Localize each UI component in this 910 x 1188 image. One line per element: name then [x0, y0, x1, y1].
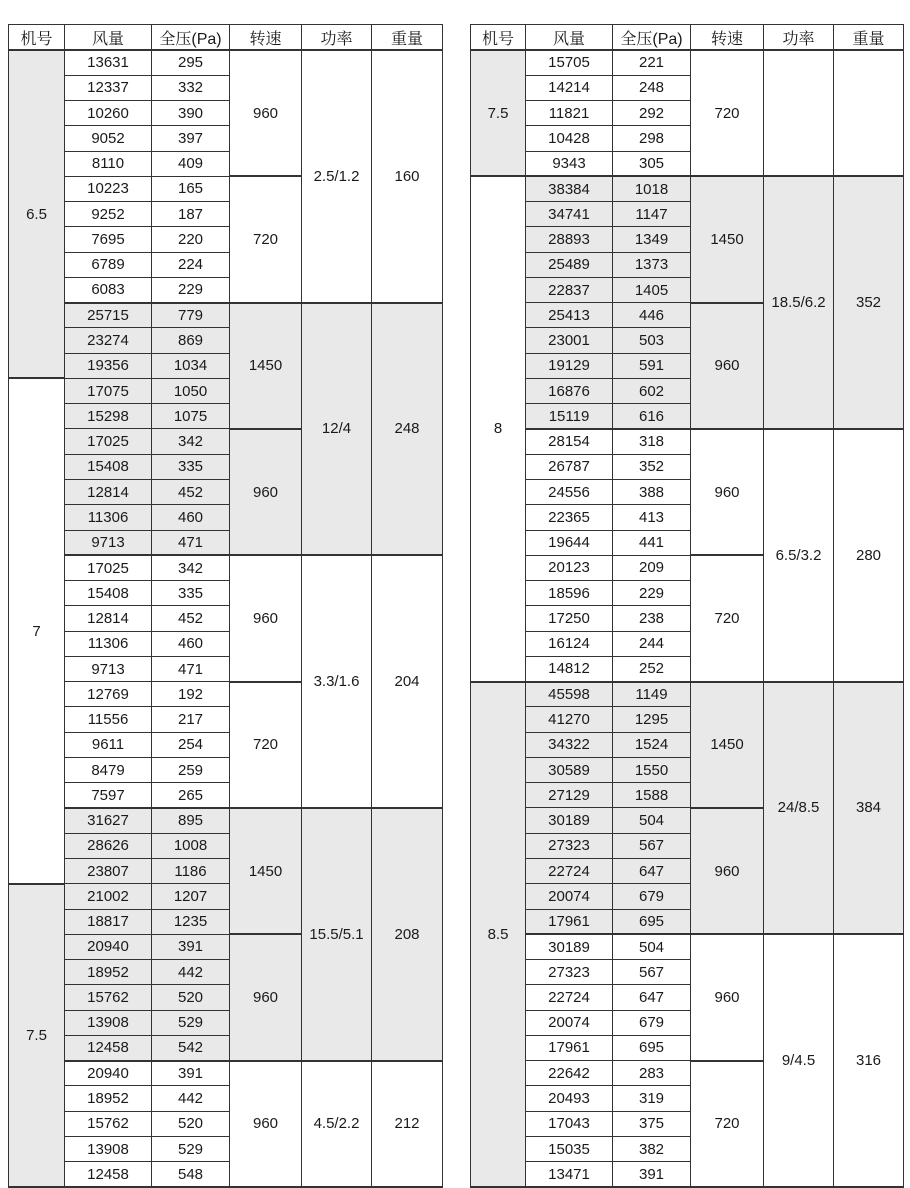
- header-cell: 全压(Pa): [613, 25, 691, 51]
- airflow-value: 15762: [65, 1111, 152, 1136]
- airflow-value: 17075: [65, 378, 152, 403]
- pressure-value: 342: [152, 555, 230, 580]
- airflow-value: 12458: [65, 1035, 152, 1060]
- speed-value: 960: [230, 50, 302, 176]
- table-row: [9, 303, 443, 328]
- machine-number: 6.5: [9, 50, 65, 378]
- pressure-value: 1149: [613, 682, 691, 707]
- pressure-value: 520: [152, 985, 230, 1010]
- airflow-value: 10428: [526, 126, 613, 151]
- pressure-value: 647: [613, 859, 691, 884]
- weight-value: 208: [372, 808, 443, 1061]
- airflow-value: 11821: [526, 101, 613, 126]
- airflow-value: 15035: [526, 1136, 613, 1161]
- speed-value: 1450: [691, 176, 764, 302]
- pressure-value: 1405: [613, 277, 691, 302]
- machine-number: 7.5: [471, 50, 526, 176]
- header-cell: 机号: [9, 25, 65, 51]
- pressure-value: 471: [152, 656, 230, 681]
- pressure-value: 319: [613, 1086, 691, 1111]
- pressure-value: 217: [152, 707, 230, 732]
- right-spec-table: [470, 24, 904, 1188]
- airflow-value: 7695: [65, 227, 152, 252]
- table-row: [471, 934, 904, 959]
- airflow-value: 24556: [526, 480, 613, 505]
- weight-value: 204: [372, 555, 443, 808]
- pressure-value: 591: [613, 353, 691, 378]
- pressure-value: 409: [152, 151, 230, 176]
- power-value: 6.5/3.2: [764, 429, 834, 682]
- speed-value: 960: [230, 555, 302, 681]
- airflow-value: 17961: [526, 909, 613, 934]
- airflow-value: 16876: [526, 378, 613, 403]
- airflow-value: 34741: [526, 202, 613, 227]
- power-value: 4.5/2.2: [302, 1061, 372, 1187]
- pressure-value: 1235: [152, 909, 230, 934]
- airflow-value: 28893: [526, 227, 613, 252]
- machine-number: 8: [471, 176, 526, 681]
- airflow-value: 12769: [65, 682, 152, 707]
- airflow-value: 25413: [526, 303, 613, 328]
- speed-value: 960: [691, 808, 764, 934]
- pressure-value: 442: [152, 1086, 230, 1111]
- speed-value: 960: [691, 934, 764, 1060]
- airflow-value: 21002: [65, 884, 152, 909]
- airflow-value: 15298: [65, 404, 152, 429]
- airflow-value: 17025: [65, 429, 152, 454]
- pressure-value: 695: [613, 909, 691, 934]
- pressure-value: 1075: [152, 404, 230, 429]
- header-cell: 功率: [302, 25, 372, 51]
- table-row: [471, 429, 904, 454]
- pressure-value: 391: [613, 1162, 691, 1187]
- speed-value: 960: [691, 429, 764, 555]
- speed-value: 720: [691, 1061, 764, 1187]
- airflow-value: 17250: [526, 606, 613, 631]
- pressure-value: 441: [613, 530, 691, 555]
- airflow-value: 9611: [65, 732, 152, 757]
- speed-value: 1450: [691, 682, 764, 808]
- airflow-value: 27323: [526, 833, 613, 858]
- airflow-value: 22642: [526, 1061, 613, 1086]
- header-row: [9, 25, 443, 51]
- airflow-value: 27323: [526, 960, 613, 985]
- pressure-value: 397: [152, 126, 230, 151]
- airflow-value: 15762: [65, 985, 152, 1010]
- pressure-value: 238: [613, 606, 691, 631]
- airflow-value: 30589: [526, 757, 613, 782]
- weight-value: 316: [834, 934, 904, 1187]
- pressure-value: 471: [152, 530, 230, 555]
- pressure-value: 352: [613, 454, 691, 479]
- airflow-value: 16124: [526, 631, 613, 656]
- weight-value: 384: [834, 682, 904, 935]
- airflow-value: 20074: [526, 1010, 613, 1035]
- table-row: [9, 1061, 443, 1086]
- pressure-value: 1349: [613, 227, 691, 252]
- pressure-value: 221: [613, 50, 691, 75]
- speed-value: 720: [230, 176, 302, 302]
- pressure-value: 1207: [152, 884, 230, 909]
- header-cell: 全压(Pa): [152, 25, 230, 51]
- airflow-value: 31627: [65, 808, 152, 833]
- left-spec-table: [8, 24, 443, 1188]
- pressure-value: 503: [613, 328, 691, 353]
- pressure-value: 252: [613, 656, 691, 681]
- airflow-value: 6789: [65, 252, 152, 277]
- pressure-value: 1147: [613, 202, 691, 227]
- pressure-value: 391: [152, 1061, 230, 1086]
- pressure-value: 248: [613, 75, 691, 100]
- header-cell: 重量: [372, 25, 443, 51]
- pressure-value: 254: [152, 732, 230, 757]
- airflow-value: 12814: [65, 606, 152, 631]
- pressure-value: 529: [152, 1010, 230, 1035]
- pressure-value: 265: [152, 783, 230, 808]
- pressure-value: 520: [152, 1111, 230, 1136]
- pressure-value: 452: [152, 606, 230, 631]
- airflow-value: 20074: [526, 884, 613, 909]
- pressure-value: 602: [613, 378, 691, 403]
- airflow-value: 18817: [65, 909, 152, 934]
- pressure-value: 695: [613, 1035, 691, 1060]
- speed-value: 960: [230, 429, 302, 555]
- header-cell: 功率: [764, 25, 834, 51]
- pressure-value: 1034: [152, 353, 230, 378]
- weight-value: 280: [834, 429, 904, 682]
- pressure-value: 529: [152, 1136, 230, 1161]
- pressure-value: 335: [152, 581, 230, 606]
- pressure-value: 192: [152, 682, 230, 707]
- pressure-value: 567: [613, 833, 691, 858]
- pressure-value: 1524: [613, 732, 691, 757]
- table-row: [471, 50, 904, 75]
- pressure-value: 452: [152, 480, 230, 505]
- airflow-value: 15408: [65, 454, 152, 479]
- pressure-value: 391: [152, 934, 230, 959]
- speed-value: 1450: [230, 808, 302, 934]
- airflow-value: 22365: [526, 505, 613, 530]
- pressure-value: 298: [613, 126, 691, 151]
- power-value: 12/4: [302, 303, 372, 556]
- airflow-value: 17025: [65, 555, 152, 580]
- pressure-value: 779: [152, 303, 230, 328]
- pressure-value: 229: [613, 581, 691, 606]
- header-row: [471, 25, 904, 51]
- pressure-value: 305: [613, 151, 691, 176]
- airflow-value: 25715: [65, 303, 152, 328]
- airflow-value: 13908: [65, 1010, 152, 1035]
- pressure-value: 1588: [613, 783, 691, 808]
- airflow-value: 12814: [65, 480, 152, 505]
- airflow-value: 14812: [526, 656, 613, 681]
- airflow-value: 9713: [65, 656, 152, 681]
- airflow-value: 8479: [65, 757, 152, 782]
- airflow-value: 15705: [526, 50, 613, 75]
- pressure-value: 209: [613, 555, 691, 580]
- pressure-value: 679: [613, 884, 691, 909]
- airflow-value: 45598: [526, 682, 613, 707]
- pressure-value: 460: [152, 631, 230, 656]
- pressure-value: 647: [613, 985, 691, 1010]
- airflow-value: 23001: [526, 328, 613, 353]
- pressure-value: 220: [152, 227, 230, 252]
- airflow-value: 20940: [65, 934, 152, 959]
- airflow-value: 15408: [65, 581, 152, 606]
- power-value: 9/4.5: [764, 934, 834, 1187]
- pressure-value: 504: [613, 934, 691, 959]
- pressure-value: 869: [152, 328, 230, 353]
- pressure-value: 388: [613, 480, 691, 505]
- airflow-value: 13908: [65, 1136, 152, 1161]
- airflow-value: 9713: [65, 530, 152, 555]
- airflow-value: 6083: [65, 277, 152, 302]
- pressure-value: 567: [613, 960, 691, 985]
- header-cell: 机号: [471, 25, 526, 51]
- table-row: [9, 50, 443, 75]
- pressure-value: 679: [613, 1010, 691, 1035]
- speed-value: 720: [691, 555, 764, 681]
- pressure-value: 259: [152, 757, 230, 782]
- airflow-value: 22837: [526, 277, 613, 302]
- weight-value: 160: [372, 50, 443, 303]
- header-cell: 风量: [65, 25, 152, 51]
- airflow-value: 30189: [526, 808, 613, 833]
- table-row: [9, 555, 443, 580]
- pressure-value: 224: [152, 252, 230, 277]
- airflow-value: 17961: [526, 1035, 613, 1060]
- pressure-value: 1008: [152, 833, 230, 858]
- airflow-value: 13631: [65, 50, 152, 75]
- airflow-value: 18952: [65, 1086, 152, 1111]
- pressure-value: 335: [152, 454, 230, 479]
- airflow-value: 8110: [65, 151, 152, 176]
- airflow-value: 30189: [526, 934, 613, 959]
- airflow-value: 17043: [526, 1111, 613, 1136]
- speed-value: 1450: [230, 303, 302, 429]
- pressure-value: 165: [152, 176, 230, 201]
- airflow-value: 10260: [65, 101, 152, 126]
- table-row: [471, 176, 904, 201]
- speed-value: 720: [230, 682, 302, 808]
- pressure-value: 244: [613, 631, 691, 656]
- pressure-value: 1373: [613, 252, 691, 277]
- pressure-value: 413: [613, 505, 691, 530]
- pressure-value: 382: [613, 1136, 691, 1161]
- machine-number: 7.5: [9, 884, 65, 1187]
- airflow-value: 25489: [526, 252, 613, 277]
- airflow-value: 7597: [65, 783, 152, 808]
- airflow-value: 12458: [65, 1162, 152, 1187]
- pressure-value: 332: [152, 75, 230, 100]
- header-cell: 风量: [526, 25, 613, 51]
- pressure-value: 446: [613, 303, 691, 328]
- table-row: [471, 682, 904, 707]
- airflow-value: 11556: [65, 707, 152, 732]
- power-value: 18.5/6.2: [764, 176, 834, 429]
- pressure-value: 295: [152, 50, 230, 75]
- pressure-value: 1018: [613, 176, 691, 201]
- pressure-value: 895: [152, 808, 230, 833]
- pressure-value: 1186: [152, 859, 230, 884]
- airflow-value: 18952: [65, 960, 152, 985]
- machine-number: 7: [9, 378, 65, 883]
- header-cell: 重量: [834, 25, 904, 51]
- airflow-value: 23807: [65, 859, 152, 884]
- airflow-value: 9052: [65, 126, 152, 151]
- airflow-value: 27129: [526, 783, 613, 808]
- airflow-value: 41270: [526, 707, 613, 732]
- weight-value: 212: [372, 1061, 443, 1187]
- airflow-value: 19129: [526, 353, 613, 378]
- airflow-value: 14214: [526, 75, 613, 100]
- power-value: 3.3/1.6: [302, 555, 372, 808]
- pressure-value: 229: [152, 277, 230, 302]
- power-value: 15.5/5.1: [302, 808, 372, 1061]
- airflow-value: 20493: [526, 1086, 613, 1111]
- power-value: 2.5/1.2: [302, 50, 372, 303]
- pressure-value: 390: [152, 101, 230, 126]
- airflow-value: 28626: [65, 833, 152, 858]
- airflow-value: 9252: [65, 202, 152, 227]
- airflow-value: 19644: [526, 530, 613, 555]
- speed-value: 960: [691, 303, 764, 429]
- header-cell: 转速: [230, 25, 302, 51]
- airflow-value: 20940: [65, 1061, 152, 1086]
- airflow-value: 19356: [65, 353, 152, 378]
- airflow-value: 11306: [65, 631, 152, 656]
- pressure-value: 318: [613, 429, 691, 454]
- header-cell: 转速: [691, 25, 764, 51]
- pressure-value: 1295: [613, 707, 691, 732]
- airflow-value: 12337: [65, 75, 152, 100]
- weight-value: [834, 50, 904, 176]
- pressure-value: 283: [613, 1061, 691, 1086]
- table-row: [9, 808, 443, 833]
- pressure-value: 375: [613, 1111, 691, 1136]
- speed-value: 960: [230, 1061, 302, 1187]
- airflow-value: 10223: [65, 176, 152, 201]
- airflow-value: 20123: [526, 555, 613, 580]
- airflow-value: 22724: [526, 985, 613, 1010]
- airflow-value: 23274: [65, 328, 152, 353]
- pressure-value: 1050: [152, 378, 230, 403]
- pressure-value: 548: [152, 1162, 230, 1187]
- pressure-value: 542: [152, 1035, 230, 1060]
- airflow-value: 34322: [526, 732, 613, 757]
- airflow-value: 15119: [526, 404, 613, 429]
- weight-value: 352: [834, 176, 904, 429]
- airflow-value: 11306: [65, 505, 152, 530]
- airflow-value: 26787: [526, 454, 613, 479]
- machine-number: 8.5: [471, 682, 526, 1187]
- airflow-value: 13471: [526, 1162, 613, 1187]
- speed-value: 720: [691, 50, 764, 176]
- pressure-value: 504: [613, 808, 691, 833]
- weight-value: 248: [372, 303, 443, 556]
- airflow-value: 18596: [526, 581, 613, 606]
- airflow-value: 38384: [526, 176, 613, 201]
- pressure-value: 442: [152, 960, 230, 985]
- power-value: 24/8.5: [764, 682, 834, 935]
- pressure-value: 460: [152, 505, 230, 530]
- pressure-value: 342: [152, 429, 230, 454]
- pressure-value: 292: [613, 101, 691, 126]
- airflow-value: 28154: [526, 429, 613, 454]
- pressure-value: 616: [613, 404, 691, 429]
- pressure-value: 1550: [613, 757, 691, 782]
- speed-value: 960: [230, 934, 302, 1060]
- power-value: [764, 50, 834, 176]
- pressure-value: 187: [152, 202, 230, 227]
- airflow-value: 9343: [526, 151, 613, 176]
- airflow-value: 22724: [526, 859, 613, 884]
